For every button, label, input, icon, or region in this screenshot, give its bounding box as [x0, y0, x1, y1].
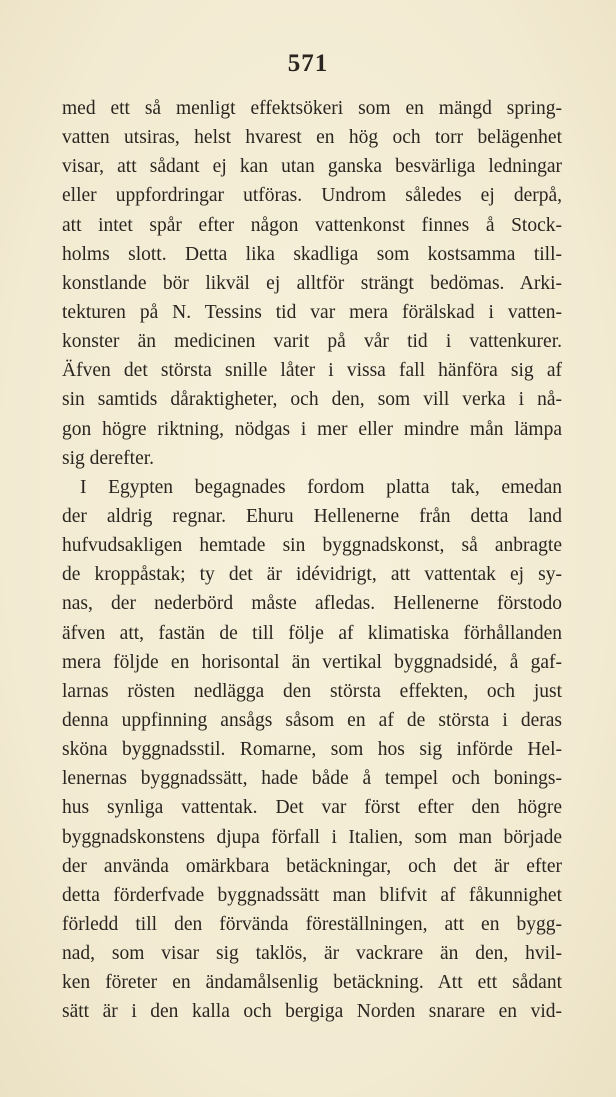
text-line: denna uppfinning ansågs såsom en af de största i deras	[62, 709, 562, 731]
text-line: visar, att sådant ej kan utan ganska besvärliga ledningar	[62, 156, 562, 178]
text-line: byggnadskonstens djupa förfall i Italien, som man började	[62, 826, 562, 848]
text-line: larnas rösten nedlägga den största effekten, och just	[62, 680, 562, 702]
text-line: detta förderfvade byggnadssätt man blifvit af fåkunnighet	[62, 884, 562, 906]
text-line: äfven att, fastän de till följe af klimatiska förhållanden	[62, 622, 562, 644]
text-line: att intet spår efter någon vattenkonst finnes å Stock-	[62, 214, 562, 236]
text-line: vatten utsiras, helst hvarest en hög och torr belägenhet	[62, 127, 562, 149]
text-line: konster än medicinen varit på vår tid i vattenkurer.	[62, 331, 562, 353]
text-line: hus synliga vattentak. Det var först efter den högre	[62, 797, 562, 819]
text-line: sin samtids dåraktigheter, och den, som vill verka i nå-	[62, 389, 562, 411]
page-number: 571	[287, 50, 329, 77]
text-line: sätt är i den kalla och bergiga Norden snarare en vid-	[62, 1001, 562, 1023]
text-line: konstlande bör likväl ej alltför strängt bedömas. Arki-	[62, 272, 562, 294]
text-line: I Egypten begagnades fordom platta tak, emedan	[80, 476, 562, 498]
text-line: der aldrig regnar. Ehuru Hellenerne från detta land	[62, 505, 562, 527]
text-line: förledd till den förvända föreställningen, att en bygg-	[62, 913, 562, 935]
text-line: eller uppfordringar utföras. Undrom således ej derpå,	[62, 185, 562, 207]
text-line: gon högre riktning, nödgas i mer eller mindre mån lämpa	[62, 418, 562, 440]
text-line: der använda omärkbara betäckningar, och det är efter	[62, 855, 562, 877]
text-line: nas, der nederbörd måste afledas. Hellenerne förstodo	[62, 593, 562, 615]
text-line: lenernas byggnadssätt, hade både å tempel och bonings-	[62, 768, 562, 790]
text-line: sköna byggnadsstil. Romarne, som hos sig införde Hel-	[62, 739, 562, 761]
text-line: nad, som visar sig taklös, är vackrare än den, hvil-	[62, 943, 562, 965]
text-line: med ett så menligt effektsökeri som en mängd spring-	[62, 98, 562, 119]
body-text	[62, 94, 562, 1027]
text-line: sig derefter.	[62, 447, 155, 469]
text-line: de kroppåstak; ty det är idévidrigt, att vattentak ej sy-	[62, 564, 562, 586]
text-line: mera följde en horisontal än vertikal byggnadsidé, å gaf-	[62, 651, 562, 673]
text-line: holms slott. Detta lika skadliga som kostsamma till-	[62, 243, 562, 265]
text-line: ken företer en ändamålsenlig betäckning. Att ett sådant	[62, 972, 562, 994]
text-line: Äfven det största snille låter i vissa fall hänföra sig af	[62, 360, 562, 382]
text-line: hufvudsakligen hemtade sin byggnadskonst, så anbragte	[62, 535, 562, 557]
text-line: tekturen på N. Tessins tid var mera förälskad i vatten-	[62, 301, 562, 323]
